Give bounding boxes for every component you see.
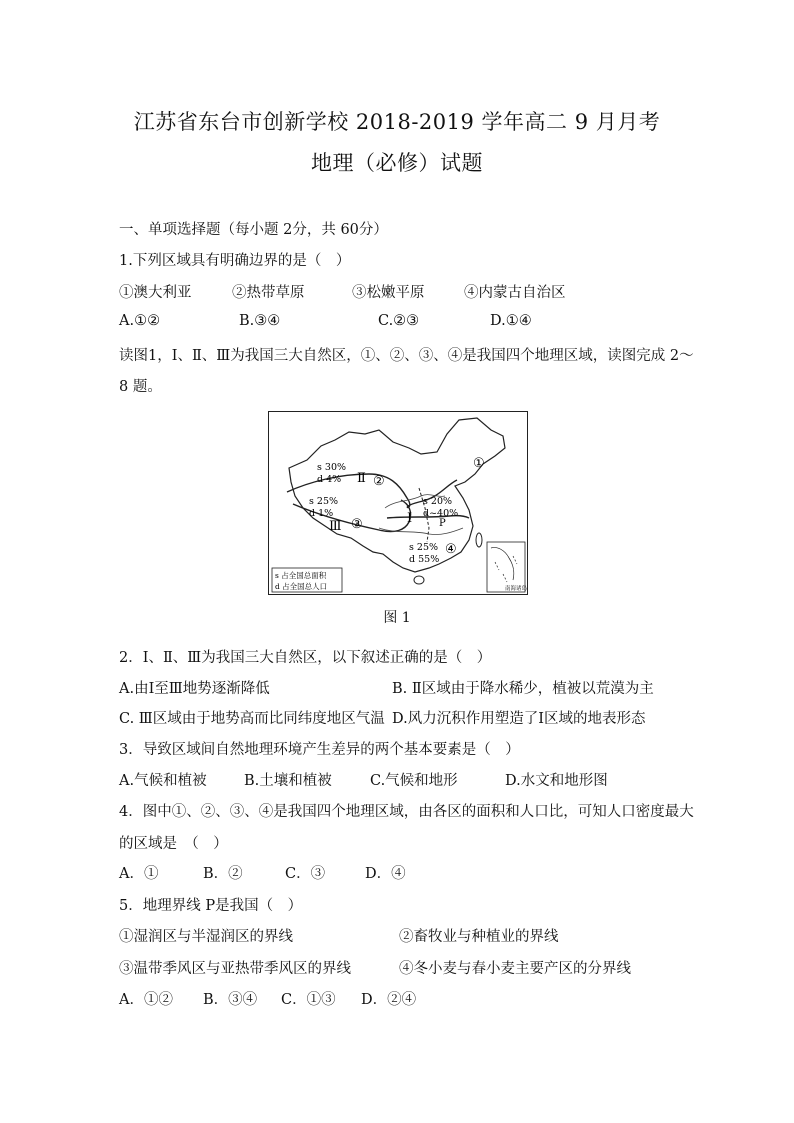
region-label-1: ① xyxy=(473,456,485,471)
zone-label-3: Ⅲ xyxy=(329,519,342,534)
zone-label-1: Ⅰ xyxy=(407,511,413,526)
q3-option-c: C.气候和地形 xyxy=(370,773,458,789)
p-label: P xyxy=(439,518,446,529)
q1-item-4: ④内蒙古自治区 xyxy=(464,285,566,301)
stat-r3-s: s 25% xyxy=(309,496,339,507)
stat-r1-d: d~40% xyxy=(423,508,459,519)
q1-stem: 1.下列区域具有明确边界的是（ ） xyxy=(119,253,351,269)
china-regions-map xyxy=(268,411,528,595)
stat-r4-s: s 25% xyxy=(409,542,439,553)
hainan-island xyxy=(414,576,424,584)
map-caption: 图 1 xyxy=(383,610,411,626)
map-drawing xyxy=(269,412,527,594)
q2-option-c: C. Ⅲ区域由于地势高而比同纬度地区气温 xyxy=(119,711,385,727)
q1-option-c: C.②③ xyxy=(378,313,420,329)
stat-r2-d: d 4% xyxy=(317,474,342,485)
zone-label-2: Ⅱ xyxy=(357,471,366,486)
q5-item-1: ①湿润区与半湿润区的界线 xyxy=(119,929,293,945)
q2-option-a: A.由Ⅰ至Ⅲ地势逐渐降低 xyxy=(119,681,270,697)
taiwan-island xyxy=(476,533,482,547)
q5-item-2: ②畜牧业与种植业的界线 xyxy=(399,929,559,945)
region-label-2: ② xyxy=(373,474,385,489)
q3-option-d: D.水文和地形图 xyxy=(505,773,608,789)
q4-option-c: C．③ xyxy=(285,866,326,882)
q5-option-c: C．①③ xyxy=(281,992,336,1008)
q3-option-b: B.土壤和植被 xyxy=(244,773,332,789)
q5-stem: 5．地理界线 P是我国（ ） xyxy=(119,898,303,914)
region-label-3: ③ xyxy=(351,517,363,532)
q2-option-b: B. Ⅱ区域由于降水稀少，植被以荒漠为主 xyxy=(392,681,654,697)
q1-item-1: ①澳大利亚 xyxy=(119,285,192,301)
q1-option-d: D.①④ xyxy=(490,313,532,329)
q5-option-b: B．③④ xyxy=(203,992,258,1008)
q3-option-a: A.气候和植被 xyxy=(119,773,207,789)
q1-item-3: ③松嫩平原 xyxy=(352,285,425,301)
inset-box xyxy=(487,542,525,592)
q4-option-d: D．④ xyxy=(365,866,406,882)
q4-option-b: B．② xyxy=(203,866,243,882)
q1-option-b: B.③④ xyxy=(239,313,281,329)
q5-option-d: D．②④ xyxy=(361,992,417,1008)
stat-r4-d: d 55% xyxy=(409,554,440,565)
exam-title: 江苏省东台市创新学校 2018-2019 学年高二 9 月月考 xyxy=(133,110,661,134)
q5-option-a: A．①② xyxy=(119,992,173,1008)
q4-stem-line-1: 4．图中①、②、③、④是我国四个地理区域，由各区的面积和人口比，可知人口密度最大 xyxy=(119,804,694,820)
region-label-4: ④ xyxy=(445,542,457,557)
q4-stem-line-2: 的区域是 （ ） xyxy=(119,836,228,852)
intro-line-1: 读图1，Ⅰ、Ⅱ、Ⅲ为我国三大自然区，①、②、③、④是我国四个地理区域，读图完成 2～ xyxy=(119,348,694,364)
q1-item-2: ②热带草原 xyxy=(232,285,305,301)
stat-r3-d: d 1% xyxy=(309,508,334,519)
q2-option-d: D.风力沉积作用塑造了Ⅰ区域的地表形态 xyxy=(392,711,646,727)
stat-r2-s: s 30% xyxy=(317,462,347,473)
inset-label: 南海诸岛 xyxy=(505,586,527,592)
section-heading: 一、单项选择题（每小题 2分，共 60分） xyxy=(119,222,388,238)
china-outline xyxy=(289,418,505,572)
legend-s: s 占全国总面积 xyxy=(275,571,327,580)
q4-option-a: A．① xyxy=(119,866,159,882)
exam-subtitle: 地理（必修）试题 xyxy=(311,151,483,175)
legend-d: d 占全国总人口 xyxy=(275,582,328,591)
stat-r1-s: s 20% xyxy=(423,496,453,507)
q3-stem: 3．导致区域间自然地理环境产生差异的两个基本要素是（ ） xyxy=(119,742,520,758)
q1-option-a: A.①② xyxy=(119,313,161,329)
q2-stem: 2．Ⅰ、Ⅱ、Ⅲ为我国三大自然区，以下叙述正确的是（ ） xyxy=(119,650,492,666)
q5-item-3: ③温带季风区与亚热带季风区的界线 xyxy=(119,961,351,977)
intro-line-2: 8 题。 xyxy=(119,379,162,395)
q5-item-4: ④冬小麦与春小麦主要产区的分界线 xyxy=(399,961,631,977)
